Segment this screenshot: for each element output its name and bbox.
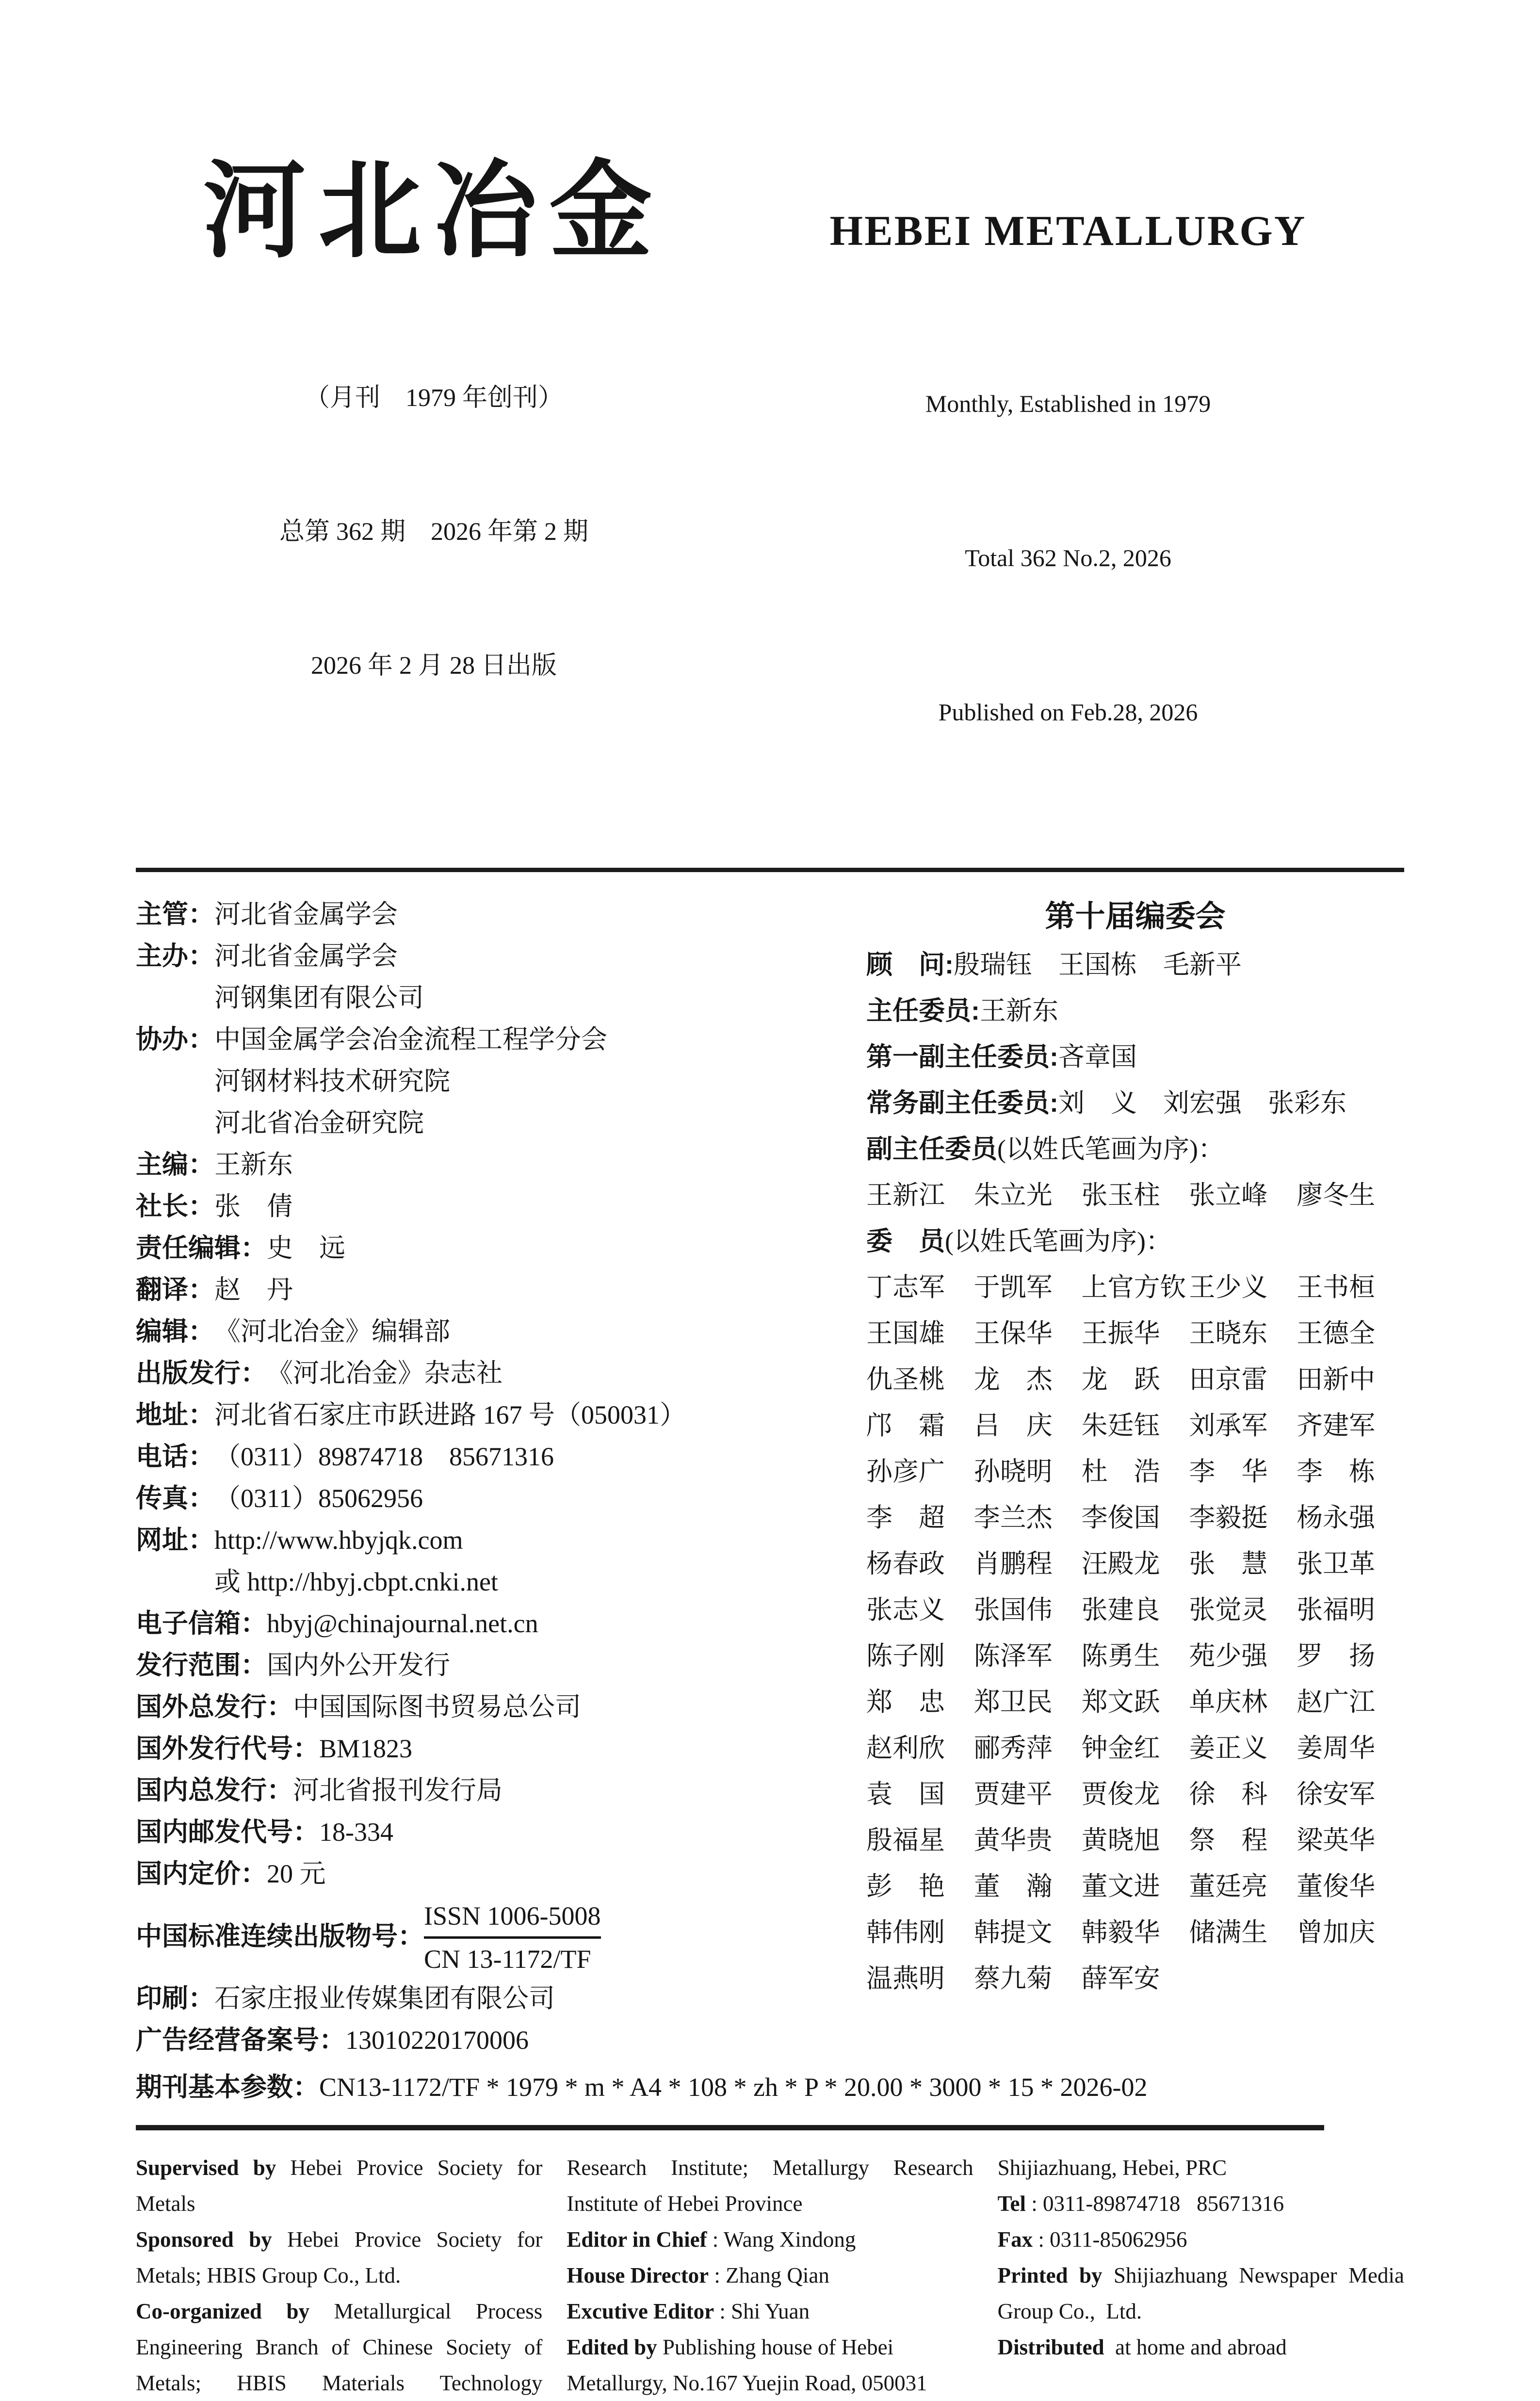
member-name-row <box>866 1771 1404 1817</box>
info-row <box>136 1686 834 1728</box>
info-row <box>136 1519 834 1603</box>
board-row <box>866 1080 1404 1126</box>
member-name: 赵利欣 <box>866 1734 945 1763</box>
info-value-line: 河钢集团有限公司 <box>214 983 424 1012</box>
member-name-row <box>866 1633 1404 1679</box>
board-row <box>866 1126 1404 1172</box>
info-row <box>136 1394 834 1436</box>
english-column-3 <box>998 2150 1404 2401</box>
info-row <box>136 1477 834 1519</box>
member-name: 汪殿龙 <box>1081 1549 1160 1578</box>
member-name: 彭 艳 <box>866 1872 945 1901</box>
member-name-row <box>866 1725 1404 1771</box>
member-name: 张建良 <box>1081 1595 1160 1624</box>
info-label: 网址： <box>136 1525 214 1555</box>
english-line: Metals; HBIS Group Co., Ltd. <box>136 2263 401 2287</box>
member-name: 黄华贵 <box>973 1826 1053 1855</box>
footer-divider-rule <box>136 2125 1324 2130</box>
board-row <box>866 1218 1404 1265</box>
member-name: 韩提文 <box>973 1918 1053 1947</box>
member-name: 张觉灵 <box>1189 1595 1268 1624</box>
board-label: 第一副主任委员: <box>866 1042 1058 1071</box>
masthead-right <box>732 155 1404 841</box>
member-name: 龙 跃 <box>1081 1365 1160 1394</box>
info-value <box>267 1352 503 1394</box>
member-name: 田新中 <box>1297 1365 1376 1394</box>
info-value-line: 赵 丹 <box>214 1275 293 1304</box>
info-value-line: 河钢材料技术研究院 <box>214 1067 450 1096</box>
vice-chair-name-row <box>866 1172 1404 1218</box>
english-column-1 <box>136 2150 542 2401</box>
info-value <box>214 1185 293 1227</box>
member-name: 郑卫民 <box>973 1687 1053 1717</box>
journal-logo-calligraphy: 河北冶金 <box>203 148 665 273</box>
info-value-line: 史 远 <box>267 1233 345 1263</box>
member-name: 苑少强 <box>1189 1641 1268 1671</box>
english-line: House Director : Zhang Qian <box>567 2263 829 2287</box>
member-name: 李 超 <box>866 1503 945 1532</box>
info-label: 国内定价： <box>136 1859 267 1888</box>
member-name: 袁 国 <box>866 1780 945 1809</box>
info-value <box>214 1436 554 1477</box>
board-value: 吝章国 <box>1058 1042 1137 1071</box>
english-line: Distributed at home and abroad <box>997 2335 1287 2359</box>
member-name: 殷福星 <box>866 1826 945 1855</box>
member-name: 朱立光 <box>973 1181 1053 1210</box>
info-label: 主管： <box>136 900 214 929</box>
info-label: 中国标准连续出版物号： <box>136 1921 424 1951</box>
english-line: Sponsored by Hebei Provice Society for <box>136 2227 543 2252</box>
info-value <box>214 1311 450 1352</box>
member-name: 温燕明 <box>866 1964 945 1993</box>
journal-basic-params-row <box>136 2066 1404 2109</box>
member-name: 曾加庆 <box>1297 1918 1376 1947</box>
member-name: 张 慧 <box>1189 1549 1268 1578</box>
info-value-line: 王新东 <box>214 1150 293 1179</box>
member-name: 仇圣桃 <box>866 1365 945 1394</box>
english-imprint-block <box>136 2150 1404 2401</box>
english-column-2 <box>567 2150 973 2401</box>
info-value <box>293 1769 503 1811</box>
info-value-line: 18-334 <box>319 1817 393 1847</box>
info-row <box>136 1436 834 1477</box>
english-line: Edited by Publishing house of Hebei <box>567 2335 894 2359</box>
english-line-label: Sponsored by <box>136 2227 272 2252</box>
info-value <box>267 1853 326 1895</box>
board-value: 刘 义 刘宏强 张彩东 <box>1058 1088 1346 1118</box>
info-label: 主编： <box>136 1150 214 1179</box>
masthead-left <box>136 148 732 841</box>
info-value <box>214 935 424 1019</box>
member-name: 刘承军 <box>1189 1411 1268 1440</box>
info-value-line: 河北省石家庄市跃进路 167 号（050031） <box>214 1400 686 1429</box>
info-value-line: 《河北冶金》编辑部 <box>214 1317 450 1346</box>
member-name: 张卫革 <box>1297 1549 1376 1578</box>
basic-params-label: 期刊基本参数： <box>136 2073 319 2102</box>
issue-info-zh <box>279 287 588 778</box>
info-value-line: 13010220170006 <box>345 2026 529 2055</box>
member-name: 王书桓 <box>1297 1273 1376 1302</box>
english-line: Shijiazhuang, Hebei, PRC <box>997 2156 1227 2180</box>
english-line-label: Excutive Editor <box>567 2299 714 2323</box>
info-label: 广告经营备案号： <box>136 2026 345 2055</box>
member-name-row <box>866 1311 1404 1357</box>
info-row <box>136 1019 834 1144</box>
member-name: 韩伟刚 <box>866 1918 945 1947</box>
basic-params-value: CN13-1172/TF * 1979 * m * A4 * 108 * zh * P * 20.00 * 3000 * 15 * 2026-02 <box>319 2073 1148 2102</box>
board-label: 副主任委员 <box>866 1135 997 1164</box>
info-row <box>136 893 834 935</box>
english-line: Metals; HBIS Materials Technology <box>136 2371 543 2395</box>
member-name: 陈泽军 <box>973 1641 1053 1671</box>
issue-frequency-line-en: Monthly, Established in 1979 <box>925 390 1211 417</box>
info-row <box>136 1227 834 1269</box>
member-name: 韩毅华 <box>1081 1918 1160 1947</box>
english-line: Metallurgy, No.167 Yuejin Road, 050031 <box>567 2371 927 2395</box>
info-row <box>136 1352 834 1394</box>
info-row <box>136 1644 834 1686</box>
board-value: 殷瑞钰 王国栋 毛新平 <box>953 950 1242 979</box>
member-name: 王保华 <box>973 1319 1053 1348</box>
member-name: 徐 科 <box>1189 1780 1268 1809</box>
issue-info-en <box>925 275 1211 841</box>
member-name: 钟金红 <box>1081 1734 1160 1763</box>
editorial-board-column <box>866 893 1404 2061</box>
info-value-line: 中国国际图书贸易总公司 <box>293 1692 581 1721</box>
member-name: 贾建平 <box>973 1780 1053 1809</box>
issn-number: ISSN 1006-5008 <box>424 1898 601 1939</box>
member-name: 李兰杰 <box>973 1503 1053 1532</box>
info-value <box>267 1644 450 1686</box>
member-name: 孙晓明 <box>973 1457 1053 1486</box>
info-value-line: BM1823 <box>319 1734 413 1763</box>
editorial-board-title: 第十届编委会 <box>1045 900 1226 933</box>
info-value <box>214 1394 686 1436</box>
member-name: 张国伟 <box>973 1595 1053 1624</box>
board-row <box>866 1034 1404 1080</box>
info-label: 发行范围： <box>136 1651 267 1680</box>
member-name: 张立峰 <box>1189 1181 1268 1210</box>
board-label: 委 员 <box>866 1227 945 1256</box>
info-value-line: 或 http://hbyj.cbpt.cnki.net <box>214 1567 498 1596</box>
member-name-row <box>866 1449 1404 1495</box>
info-value <box>267 1603 538 1644</box>
info-value-line: hbyj@chinajournal.net.cn <box>267 1609 538 1638</box>
info-label: 传真： <box>136 1484 214 1513</box>
member-name: 姜正义 <box>1189 1734 1268 1763</box>
member-name: 祭 程 <box>1189 1826 1268 1855</box>
member-name: 董 瀚 <box>973 1872 1053 1901</box>
english-line: Institute of Hebei Province <box>567 2191 803 2216</box>
member-name: 赵广江 <box>1297 1687 1376 1717</box>
member-name: 董俊华 <box>1297 1872 1376 1901</box>
board-value: 王新东 <box>979 996 1058 1025</box>
info-row <box>136 1311 834 1352</box>
info-value <box>267 1227 345 1269</box>
member-name: 陈子刚 <box>866 1641 945 1671</box>
member-name: 李毅挺 <box>1189 1503 1268 1532</box>
issue-frequency-line: （月刊 1979 年创刊） <box>305 384 564 412</box>
info-value-line: （0311）89874718 85671316 <box>214 1442 554 1471</box>
english-line-label: House Director <box>567 2263 709 2287</box>
member-name: 罗 扬 <box>1297 1641 1376 1671</box>
english-line: Supervised by Hebei Provice Society for <box>136 2156 543 2180</box>
member-name: 梁英华 <box>1297 1826 1376 1855</box>
issue-number-line-en: Total 362 No.2, 2026 <box>965 544 1171 571</box>
english-line-label: Printed by <box>997 2263 1102 2287</box>
member-name: 单庆林 <box>1189 1687 1268 1717</box>
member-name: 吕 庆 <box>973 1411 1053 1440</box>
info-row <box>136 1811 834 1853</box>
info-value <box>214 893 398 935</box>
info-row <box>136 1603 834 1644</box>
english-line: Editor in Chief : Wang Xindong <box>567 2227 856 2252</box>
member-name-row <box>866 1587 1404 1633</box>
english-line-label: Distributed <box>997 2335 1104 2359</box>
member-name: 王新江 <box>866 1181 945 1210</box>
member-name: 王国雄 <box>866 1319 945 1348</box>
member-name: 王晓东 <box>1189 1319 1268 1348</box>
member-name: 王德全 <box>1297 1319 1376 1348</box>
english-line-label: Tel <box>997 2191 1026 2216</box>
member-name: 董廷亮 <box>1189 1872 1268 1901</box>
info-value-line: 20 元 <box>267 1859 326 1888</box>
member-name: 廖冬生 <box>1297 1181 1376 1210</box>
member-name: 陈勇生 <box>1081 1641 1160 1671</box>
info-label: 印刷： <box>136 1984 214 2013</box>
info-label: 国外总发行： <box>136 1692 293 1721</box>
english-line: Research Institute; Metallurgy Research <box>567 2156 973 2180</box>
member-name: 郑文跃 <box>1081 1687 1160 1717</box>
info-value <box>214 1978 555 2019</box>
member-name-row <box>866 1357 1404 1403</box>
info-row <box>136 1144 834 1185</box>
english-line: Tel : 0311-89874718 85671316 <box>997 2191 1284 2216</box>
info-value-line: http://www.hbyjqk.com <box>214 1525 463 1555</box>
header-divider-rule <box>136 868 1404 872</box>
info-value-line: 河北省金属学会 <box>214 900 398 929</box>
english-line-label: Supervised by <box>136 2156 276 2180</box>
member-name: 薛军安 <box>1081 1964 1160 1993</box>
info-value-line: 张 倩 <box>214 1192 293 1221</box>
info-label: 责任编辑： <box>136 1233 267 1263</box>
imprint-body <box>136 893 1404 2061</box>
info-value <box>319 1811 393 1853</box>
info-value <box>424 1895 601 1978</box>
info-row <box>136 1853 834 1895</box>
english-line-label: Fax <box>997 2227 1033 2252</box>
info-label: 国内邮发代号： <box>136 1817 319 1847</box>
member-name: 李俊国 <box>1081 1503 1160 1532</box>
info-label: 翻译： <box>136 1275 214 1304</box>
info-label: 地址： <box>136 1400 214 1429</box>
english-line: Metals <box>136 2191 195 2216</box>
publish-date-line-en: Published on Feb.28, 2026 <box>938 698 1198 726</box>
info-label: 协办： <box>136 1025 214 1054</box>
info-row <box>136 1978 834 2019</box>
member-name: 齐建军 <box>1297 1411 1376 1440</box>
member-name: 张志义 <box>866 1595 945 1624</box>
info-value <box>214 1519 498 1603</box>
english-line: Printed by Shijiazhuang Newspaper Media <box>997 2263 1404 2287</box>
info-value <box>214 1019 607 1144</box>
info-label: 国内总发行： <box>136 1776 293 1805</box>
info-value <box>214 1477 423 1519</box>
publish-date-line: 2026 年 2 月 28 日出版 <box>311 651 557 680</box>
info-label: 编辑： <box>136 1317 214 1346</box>
english-line: Fax : 0311-85062956 <box>997 2227 1187 2252</box>
info-value-line: 河北省冶金研究院 <box>214 1108 424 1137</box>
info-row <box>136 1185 834 1227</box>
member-name: 李 华 <box>1189 1457 1268 1486</box>
english-line-label: Edited by <box>567 2335 657 2359</box>
board-label: 顾 问: <box>866 950 954 979</box>
info-value-line: 石家庄报业传媒集团有限公司 <box>214 1984 555 2013</box>
info-label: 社长： <box>136 1192 214 1221</box>
member-name: 郑 忠 <box>866 1687 945 1717</box>
info-label: 主办： <box>136 941 214 971</box>
english-line: Co-organized by Metallurgical Process <box>136 2299 543 2323</box>
info-value-line: （0311）85062956 <box>214 1484 423 1513</box>
english-line-label: Co-organized by <box>136 2299 310 2323</box>
member-name: 龙 杰 <box>973 1365 1053 1394</box>
english-line: Excutive Editor : Shi Yuan <box>567 2299 810 2323</box>
info-value-line: 河北省报刊发行局 <box>293 1776 503 1805</box>
info-label: 电话： <box>136 1442 214 1471</box>
member-name-row <box>866 1910 1404 1956</box>
member-name: 董文进 <box>1081 1872 1160 1901</box>
board-label: 常务副主任委员: <box>866 1088 1058 1118</box>
board-value: (以姓氏笔画为序)： <box>997 1135 1224 1164</box>
member-name: 肖鹏程 <box>973 1549 1053 1578</box>
member-name: 郦秀萍 <box>973 1734 1053 1763</box>
info-value <box>214 1269 293 1311</box>
info-value-line: 《河北冶金》杂志社 <box>267 1359 503 1388</box>
member-name: 黄晓旭 <box>1081 1826 1160 1855</box>
member-name: 上官方钦 <box>1081 1273 1186 1302</box>
info-label: 国外发行代号： <box>136 1734 319 1763</box>
info-value <box>319 1728 412 1769</box>
info-row <box>136 1269 834 1311</box>
member-name: 孙彦广 <box>866 1457 945 1486</box>
info-value-line: 国内外公开发行 <box>267 1651 450 1680</box>
masthead <box>0 0 1540 841</box>
member-name: 王振华 <box>1081 1319 1160 1348</box>
cn-number: CN 13-1172/TF <box>424 1945 591 1974</box>
member-name: 蔡九菊 <box>973 1964 1053 1993</box>
member-name: 杜 浩 <box>1081 1457 1160 1486</box>
member-name: 姜周华 <box>1297 1734 1376 1763</box>
publication-info-column <box>136 893 834 2061</box>
member-name-row <box>866 1679 1404 1725</box>
info-value-line: 中国金属学会冶金流程工程学分会 <box>214 1025 607 1054</box>
member-name: 王少义 <box>1189 1273 1268 1302</box>
member-name: 田京雷 <box>1189 1365 1268 1394</box>
info-label: 电子信箱： <box>136 1609 267 1638</box>
info-label: 出版发行： <box>136 1359 267 1388</box>
member-name-row <box>866 1817 1404 1864</box>
board-row <box>866 988 1404 1034</box>
english-line-label: Editor in Chief <box>567 2227 707 2252</box>
member-name-row <box>866 1864 1404 1910</box>
info-row <box>136 1769 834 1811</box>
member-name: 杨春政 <box>866 1549 945 1578</box>
info-value <box>293 1686 581 1728</box>
journal-title-en: HEBEI METALLURGY <box>829 208 1307 255</box>
member-name: 朱廷钰 <box>1081 1411 1160 1440</box>
info-value <box>345 2019 529 2061</box>
member-name: 贾俊龙 <box>1081 1780 1160 1809</box>
english-line: Engineering Branch of Chinese Society of <box>136 2335 543 2359</box>
member-name-row <box>866 1541 1404 1587</box>
member-name-row <box>866 1956 1404 2002</box>
info-row <box>136 1728 834 1769</box>
info-value <box>214 1144 293 1185</box>
member-name: 储满生 <box>1189 1918 1268 1947</box>
english-line: Group Co., Ltd. <box>997 2299 1142 2323</box>
member-name: 张福明 <box>1297 1595 1376 1624</box>
info-row <box>136 935 834 1019</box>
member-name: 于凯军 <box>973 1273 1053 1302</box>
member-name: 徐安军 <box>1297 1780 1376 1809</box>
member-name: 李 栋 <box>1297 1457 1376 1486</box>
member-name-row <box>866 1403 1404 1449</box>
info-value-line: 河北省金属学会 <box>214 941 398 971</box>
info-row <box>136 2019 834 2061</box>
member-name: 邝 霜 <box>866 1411 945 1440</box>
member-name: 丁志军 <box>866 1273 945 1302</box>
board-row <box>866 942 1404 988</box>
member-name-row <box>866 1495 1404 1541</box>
info-row <box>136 1895 834 1978</box>
board-label: 主任委员: <box>866 996 980 1025</box>
member-name: 杨永强 <box>1297 1503 1376 1532</box>
member-name: 张玉柱 <box>1081 1181 1160 1210</box>
member-name-row <box>866 1265 1404 1311</box>
issue-number-line: 总第 362 期 2026 年第 2 期 <box>279 518 589 546</box>
board-value: (以姓氏笔画为序)： <box>945 1227 1172 1256</box>
